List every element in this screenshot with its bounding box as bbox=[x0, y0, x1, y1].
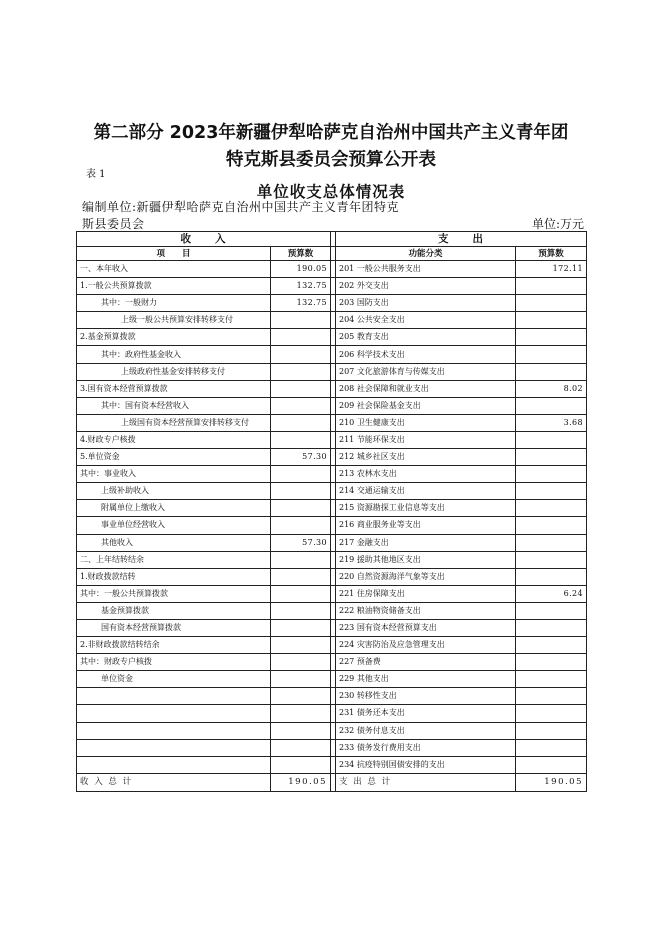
expense-function: 203 国防支出 bbox=[336, 295, 516, 312]
income-item: 其中：一般财力 bbox=[77, 295, 271, 312]
column-header-item: 项 目 bbox=[77, 247, 271, 261]
table-row bbox=[77, 671, 587, 688]
expense-function: 209 社会保险基金支出 bbox=[336, 397, 516, 414]
document-heading-line2: 特克斯县委员会预算公开表 bbox=[226, 150, 436, 170]
expense-function: 219 援助其他地区支出 bbox=[336, 551, 516, 568]
expense-function: 204 公共安全支出 bbox=[336, 312, 516, 329]
expense-function: 222 粮油物资储备支出 bbox=[336, 602, 516, 619]
expense-function: 223 国有资本经营预算支出 bbox=[336, 619, 516, 636]
table-row bbox=[77, 534, 587, 551]
expense-budget bbox=[516, 312, 587, 329]
table-row bbox=[77, 500, 587, 517]
income-item: 3.国有资本经营预算拨款 bbox=[77, 380, 271, 397]
income-item: 基金预算拨款 bbox=[77, 602, 271, 619]
expense-function: 221 住房保障支出 bbox=[336, 585, 516, 602]
expense-function: 220 自然资源海洋气象等支出 bbox=[336, 568, 516, 585]
table-row bbox=[77, 295, 587, 312]
income-item bbox=[77, 705, 271, 722]
expense-budget bbox=[516, 346, 587, 363]
income-item: 上级补助收入 bbox=[77, 483, 271, 500]
table-title: 单位收支总体情况表 bbox=[256, 182, 406, 201]
income-budget bbox=[271, 346, 331, 363]
expense-budget bbox=[516, 449, 587, 466]
expense-function: 234 抗疫特别国债安排的支出 bbox=[336, 756, 516, 773]
expense-budget: 6.24 bbox=[516, 585, 587, 602]
income-item: 5.单位资金 bbox=[77, 449, 271, 466]
table-row bbox=[77, 637, 587, 654]
income-item bbox=[77, 722, 271, 739]
column-header-budget: 预算数 bbox=[271, 247, 331, 261]
table-row bbox=[77, 756, 587, 773]
expense-function: 227 预备费 bbox=[336, 654, 516, 671]
column-header-function: 功能分类 bbox=[336, 247, 516, 261]
expense-budget bbox=[516, 483, 587, 500]
section-header-row bbox=[77, 232, 587, 247]
expense-function: 231 债务还本支出 bbox=[336, 705, 516, 722]
expense-budget bbox=[516, 278, 587, 295]
income-item: 其中：事业收入 bbox=[77, 466, 271, 483]
table-row bbox=[77, 312, 587, 329]
income-budget bbox=[271, 466, 331, 483]
expense-budget bbox=[516, 295, 587, 312]
expense-budget: 3.68 bbox=[516, 414, 587, 431]
income-item: 附属单位上缴收入 bbox=[77, 500, 271, 517]
expense-budget bbox=[516, 688, 587, 705]
income-budget bbox=[271, 363, 331, 380]
expense-function: 202 外交支出 bbox=[336, 278, 516, 295]
income-item: 其中：财政专户核拨 bbox=[77, 654, 271, 671]
income-item: 其中：一般公共预算拨款 bbox=[77, 585, 271, 602]
income-budget bbox=[271, 671, 331, 688]
table-row bbox=[77, 278, 587, 295]
expense-budget bbox=[516, 397, 587, 414]
expense-budget bbox=[516, 466, 587, 483]
document-heading-line1: 第二部分 2023年新疆伊犁哈萨克自治州中国共产主义青年团 bbox=[93, 123, 569, 143]
expense-budget bbox=[516, 705, 587, 722]
table-row bbox=[77, 261, 587, 278]
expense-budget: 8.02 bbox=[516, 380, 587, 397]
expense-function: 232 债务付息支出 bbox=[336, 722, 516, 739]
income-item: 上级国有资本经营预算安排转移支付 bbox=[77, 414, 271, 431]
income-budget: 57.30 bbox=[271, 534, 331, 551]
income-budget bbox=[271, 414, 331, 431]
table-row bbox=[77, 568, 587, 585]
total-income-label: 收 入 总 计 bbox=[77, 773, 271, 791]
expense-function: 213 农林水支出 bbox=[336, 466, 516, 483]
income-budget bbox=[271, 380, 331, 397]
expense-budget bbox=[516, 671, 587, 688]
income-item: 1.一般公共预算拨款 bbox=[77, 278, 271, 295]
income-budget bbox=[271, 602, 331, 619]
table-row bbox=[77, 705, 587, 722]
expense-budget bbox=[516, 363, 587, 380]
income-budget: 190.05 bbox=[271, 261, 331, 278]
income-item: 上级政府性基金安排转移支付 bbox=[77, 363, 271, 380]
table-row bbox=[77, 619, 587, 636]
income-item: 上级一般公共预算安排转移支付 bbox=[77, 312, 271, 329]
income-budget bbox=[271, 431, 331, 448]
total-expense-value: 190.05 bbox=[516, 773, 587, 791]
table-number: 表 1 bbox=[86, 169, 106, 180]
table-row bbox=[77, 397, 587, 414]
income-budget bbox=[271, 517, 331, 534]
expense-function: 217 金融支出 bbox=[336, 534, 516, 551]
budget-summary-table bbox=[76, 231, 587, 792]
income-item: 1.财政拨款结转 bbox=[77, 568, 271, 585]
table-row bbox=[77, 654, 587, 671]
income-item bbox=[77, 688, 271, 705]
income-budget bbox=[271, 619, 331, 636]
income-item: 其中：政府性基金收入 bbox=[77, 346, 271, 363]
income-item: 国有资本经营预算拨款 bbox=[77, 619, 271, 636]
income-budget bbox=[271, 568, 331, 585]
table-row bbox=[77, 739, 587, 756]
expense-budget bbox=[516, 602, 587, 619]
expense-function: 233 债务发行费用支出 bbox=[336, 739, 516, 756]
income-budget bbox=[271, 722, 331, 739]
expense-budget bbox=[516, 739, 587, 756]
expense-budget bbox=[516, 500, 587, 517]
compiling-unit-line1: 编制单位:新疆伊犁哈萨克自治州中国共产主义青年团特克 bbox=[82, 200, 400, 214]
income-budget bbox=[271, 654, 331, 671]
expense-function: 212 城乡社区支出 bbox=[336, 449, 516, 466]
income-item: 2.基金预算拨款 bbox=[77, 329, 271, 346]
table-row bbox=[77, 585, 587, 602]
income-budget bbox=[271, 585, 331, 602]
income-item: 二、上年结转结余 bbox=[77, 551, 271, 568]
table-row bbox=[77, 363, 587, 380]
expense-function: 214 交通运输支出 bbox=[336, 483, 516, 500]
expense-function: 224 灾害防治及应急管理支出 bbox=[336, 637, 516, 654]
income-budget bbox=[271, 500, 331, 517]
expense-budget bbox=[516, 431, 587, 448]
table-row bbox=[77, 602, 587, 619]
table-row bbox=[77, 346, 587, 363]
table-row bbox=[77, 431, 587, 448]
income-budget bbox=[271, 705, 331, 722]
income-section-header: 收 入 bbox=[77, 232, 331, 247]
table-row bbox=[77, 329, 587, 346]
income-budget: 57.30 bbox=[271, 449, 331, 466]
expense-function: 210 卫生健康支出 bbox=[336, 414, 516, 431]
column-header-row bbox=[77, 247, 587, 261]
total-row bbox=[77, 773, 587, 791]
compiling-unit-line2: 斯县委员会 bbox=[82, 217, 145, 231]
column-header-budget-expense: 预算数 bbox=[516, 247, 587, 261]
income-budget bbox=[271, 312, 331, 329]
expense-budget bbox=[516, 534, 587, 551]
total-expense-label: 支 出 总 计 bbox=[336, 773, 516, 791]
expense-budget: 172.11 bbox=[516, 261, 587, 278]
total-income-value: 190.05 bbox=[271, 773, 331, 791]
income-item: 事业单位经营收入 bbox=[77, 517, 271, 534]
expense-function: 206 科学技术支出 bbox=[336, 346, 516, 363]
expense-function: 211 节能环保支出 bbox=[336, 431, 516, 448]
expense-function: 216 商业服务业等支出 bbox=[336, 517, 516, 534]
expense-function: 207 文化旅游体育与传媒支出 bbox=[336, 363, 516, 380]
table-row bbox=[77, 483, 587, 500]
income-budget bbox=[271, 739, 331, 756]
expense-budget bbox=[516, 329, 587, 346]
table-row bbox=[77, 517, 587, 534]
table-row bbox=[77, 551, 587, 568]
income-budget bbox=[271, 756, 331, 773]
income-item: 单位资金 bbox=[77, 671, 271, 688]
expense-budget bbox=[516, 568, 587, 585]
expense-budget bbox=[516, 654, 587, 671]
income-item bbox=[77, 756, 271, 773]
income-item bbox=[77, 739, 271, 756]
expense-budget bbox=[516, 619, 587, 636]
expense-function: 208 社会保障和就业支出 bbox=[336, 380, 516, 397]
expense-budget bbox=[516, 637, 587, 654]
income-item: 一、本年收入 bbox=[77, 261, 271, 278]
table-row bbox=[77, 466, 587, 483]
expense-function: 215 资源勘探工业信息等支出 bbox=[336, 500, 516, 517]
expense-function: 229 其他支出 bbox=[336, 671, 516, 688]
income-budget bbox=[271, 637, 331, 654]
expense-budget bbox=[516, 722, 587, 739]
expense-budget bbox=[516, 551, 587, 568]
income-budget bbox=[271, 397, 331, 414]
expense-budget bbox=[516, 517, 587, 534]
income-budget bbox=[271, 483, 331, 500]
income-budget bbox=[271, 551, 331, 568]
expense-section-header: 支 出 bbox=[336, 232, 587, 247]
amount-unit: 单位:万元 bbox=[531, 217, 584, 231]
table-row bbox=[77, 414, 587, 431]
table-row bbox=[77, 688, 587, 705]
income-budget: 132.75 bbox=[271, 278, 331, 295]
income-item: 4.财政专户核拨 bbox=[77, 431, 271, 448]
expense-function: 230 转移性支出 bbox=[336, 688, 516, 705]
income-item: 其中：国有资本经营收入 bbox=[77, 397, 271, 414]
income-item: 其他收入 bbox=[77, 534, 271, 551]
expense-function: 205 教育支出 bbox=[336, 329, 516, 346]
income-item: 2.非财政拨款结转结余 bbox=[77, 637, 271, 654]
income-budget: 132.75 bbox=[271, 295, 331, 312]
income-budget bbox=[271, 688, 331, 705]
table-row bbox=[77, 380, 587, 397]
table-row bbox=[77, 449, 587, 466]
income-budget bbox=[271, 329, 331, 346]
expense-function: 201 一般公共服务支出 bbox=[336, 261, 516, 278]
table-row bbox=[77, 722, 587, 739]
expense-budget bbox=[516, 756, 587, 773]
